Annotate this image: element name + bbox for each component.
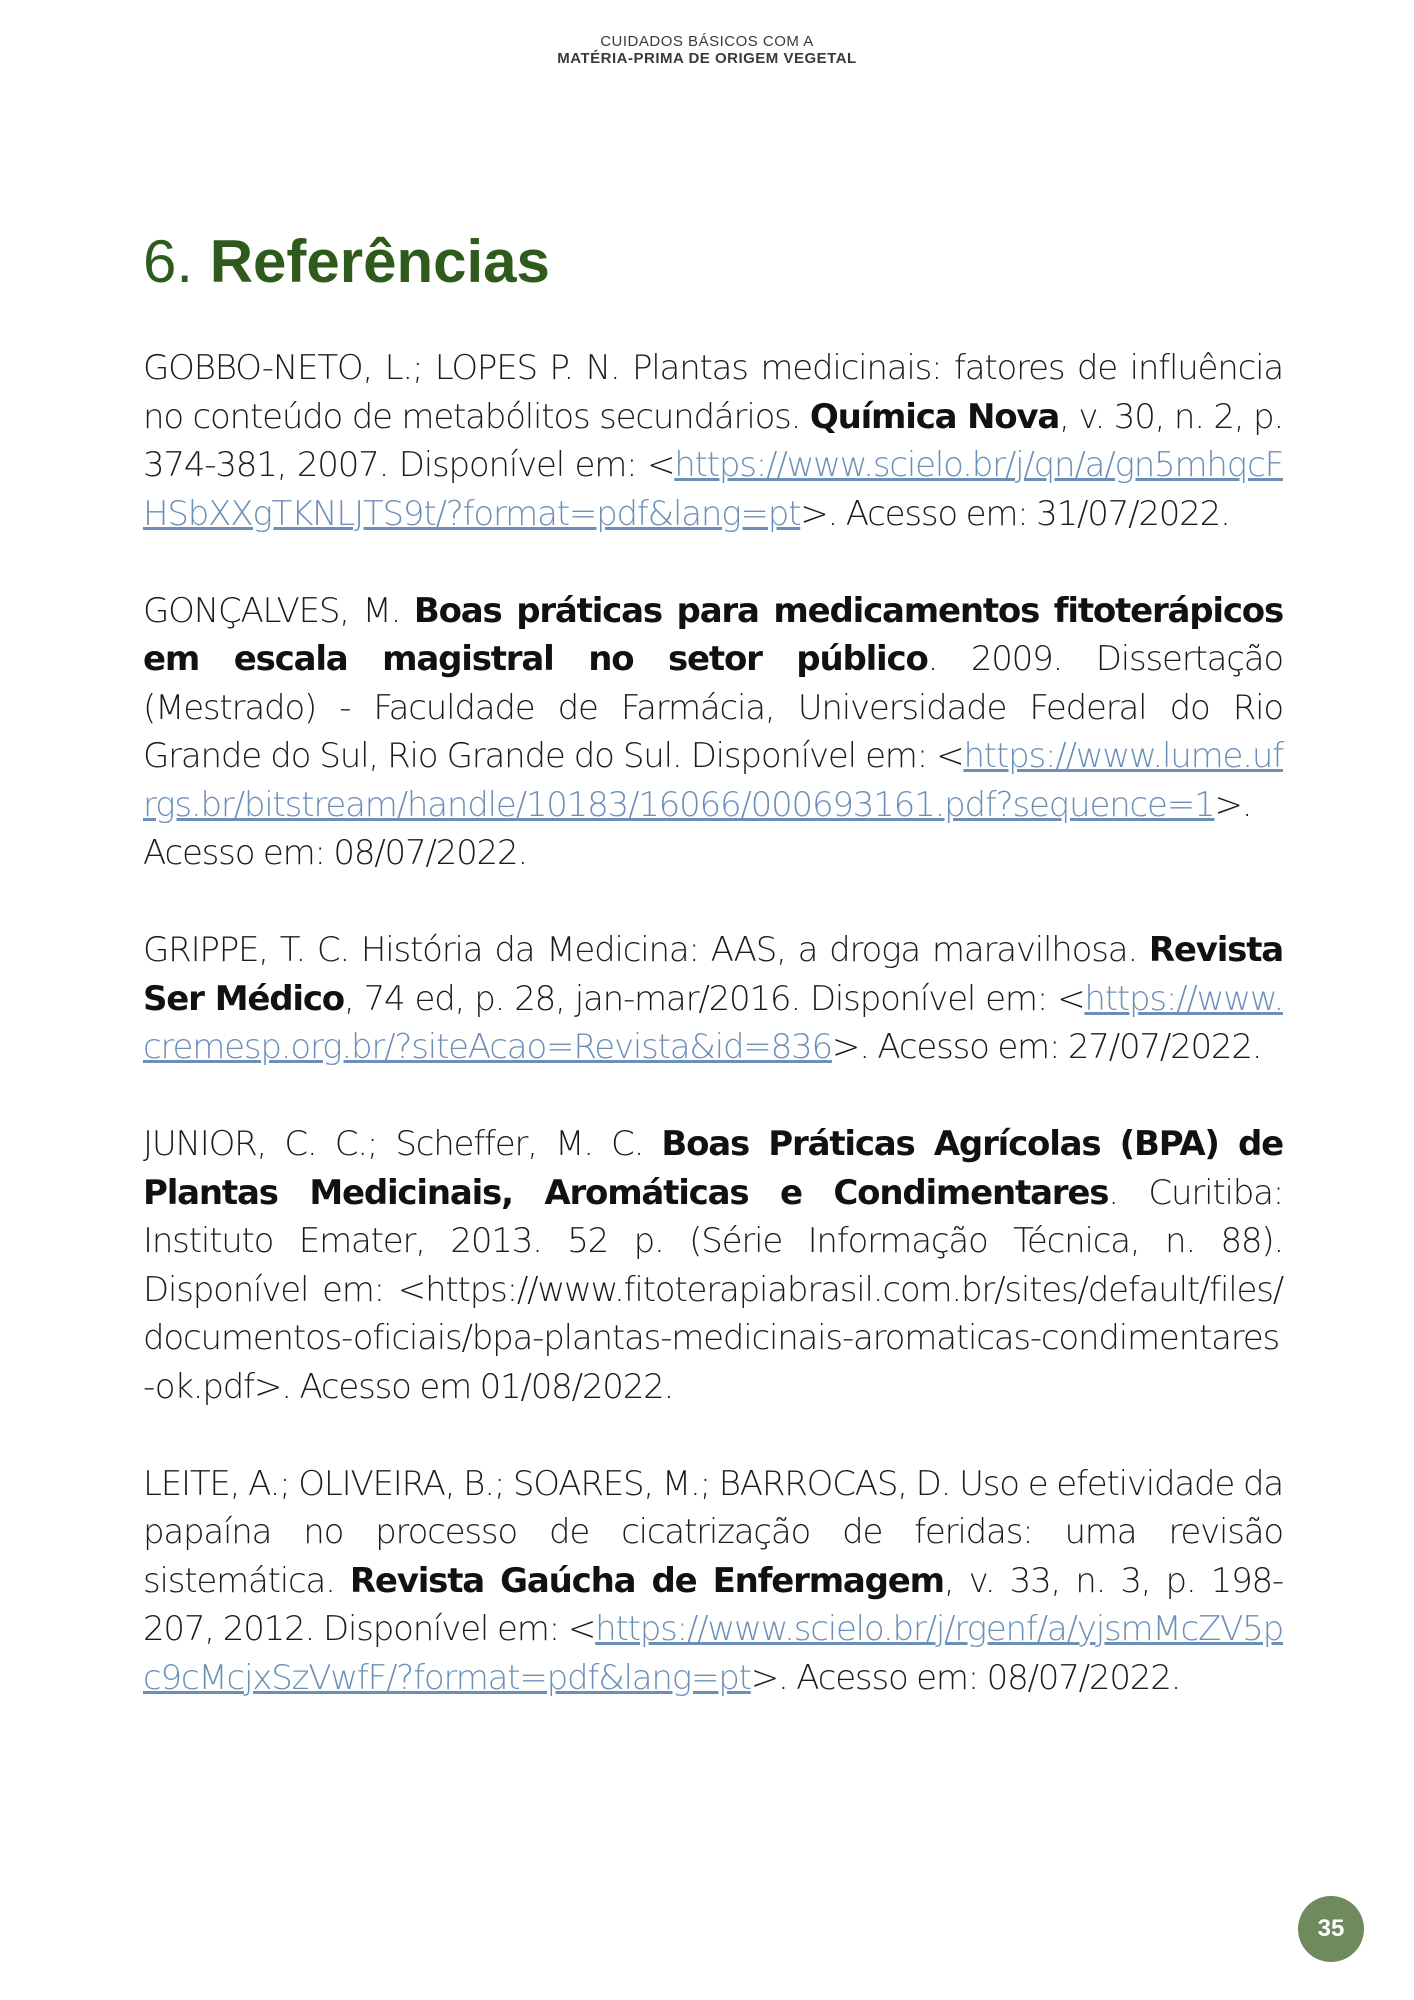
reference-item <box>143 344 1283 538</box>
reference-details: , v. 33, n. 3, p. 198-207, 2012. Disponível em: < <box>143 1560 1284 1649</box>
reference-authors-title: GRIPPE, T. C. História da Medicina: AAS, a droga maravilhosa. <box>143 930 1149 970</box>
reference-url-text: https://www.fitoterapiabrasil.com.br/sites/default/files/documentos-oficiais/bpa-plantas-medicinais-aromaticas-condimentares-ok.pdf <box>143 1269 1283 1407</box>
reference-source: Boas práticas para medicamentos fitoterápicos em escala magistral no setor público <box>143 590 1284 679</box>
page-number: 35 <box>1317 1915 1345 1942</box>
section-number: 6. <box>143 228 194 295</box>
reference-details: , 74 ed, p. 28, jan-mar/2016. Disponível em: < <box>343 978 1085 1019</box>
reference-item <box>143 1120 1283 1411</box>
section-title-text: Referências <box>209 228 550 295</box>
reference-authors-title: GOBBO-NETO, L.; LOPES P. N. Plantas medicinais: fatores de influência no conteúdo de metabólitos secundários. <box>143 348 1283 437</box>
reference-details: . Curitiba: Instituto Emater, 2013. 52 p. (Série Informação Técnica, n. 88). Disponível em: < <box>143 1172 1283 1310</box>
reference-authors-title: JUNIOR, C. C.; Scheffer, M. C. <box>143 1124 662 1164</box>
reference-link[interactable]: https://www.scielo.br/j/qn/a/gn5mhqcFHSbXXgTKNLJTS9t/?format=pdf&lang=pt <box>143 445 1283 534</box>
reference-source: Química Nova <box>809 396 1060 437</box>
reference-access-date: >. Acesso em: 08/07/2022. <box>750 1657 1181 1698</box>
reference-authors-title: GONÇALVES, M. <box>143 590 414 631</box>
reference-source: Revista Gaúcha de Enfermagem <box>349 1560 944 1601</box>
reference-source: Boas Práticas Agrícolas (BPA) de Plantas Medicinais, Aromáticas e Condimentares <box>143 1124 1283 1213</box>
reference-access-date: >. Acesso em: 27/07/2022. <box>831 1027 1262 1067</box>
reference-list <box>143 344 1283 1751</box>
reference-access-date: >. Acesso em: 31/07/2022. <box>800 493 1230 534</box>
header-line-1: CUIDADOS BÁSICOS COM A <box>600 33 814 50</box>
reference-link[interactable]: https://www.lume.ufrgs.br/bitstream/handle/10183/16066/000693161.pdf?sequence=1 <box>143 736 1283 825</box>
reference-source: Revista Ser Médico <box>143 930 1283 1019</box>
reference-link[interactable]: https://www.cremesp.org.br/?siteAcao=Revista&id=836 <box>143 978 1283 1067</box>
reference-item <box>143 587 1283 878</box>
reference-access-date: >. Acesso em: 08/07/2022. <box>143 784 1252 873</box>
page-number-badge <box>1298 1896 1364 1962</box>
reference-link[interactable]: https://www.scielo.br/j/rgenf/a/yjsmMcZV5pc9cMcjxSzVwfF/?format=pdf&lang=pt <box>143 1609 1283 1698</box>
section-title <box>143 228 550 295</box>
header-line-2: MATÉRIA-PRIMA DE ORIGEM VEGETAL <box>557 49 857 67</box>
running-header <box>0 34 1414 67</box>
reference-access-date: >. Acesso em 01/08/2022. <box>253 1366 674 1407</box>
reference-item <box>143 1460 1283 1703</box>
reference-authors-title: LEITE, A.; OLIVEIRA, B.; SOARES, M.; BARROCAS, D. Uso e efetividade da papaína no processo de cicatrização de feridas: uma revisão sistemática. <box>143 1463 1283 1601</box>
reference-details: , v. 30, n. 2, p. 374-381, 2007. Disponível em: < <box>143 396 1283 485</box>
reference-details: . 2009. Dissertação (Mestrado) - Faculdade de Farmácia, Universidade Federal do Rio Grande do Sul, Rio Grande do Sul. Disponível em: < <box>143 639 1284 776</box>
reference-item <box>143 926 1283 1072</box>
